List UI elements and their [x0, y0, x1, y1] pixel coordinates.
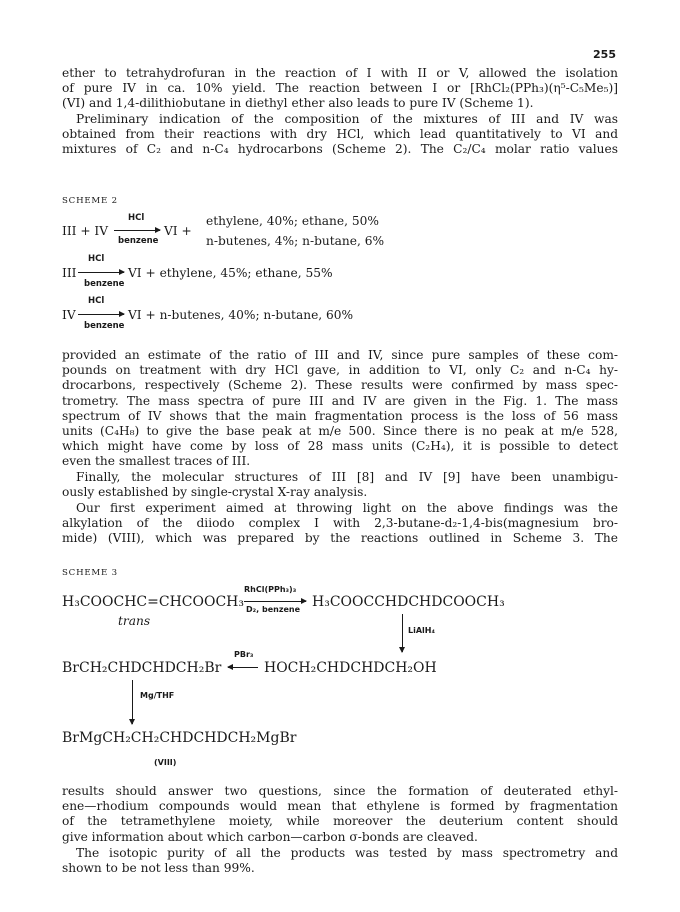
scheme2-r1-solvent: benzene	[118, 236, 159, 246]
scheme2-r3-solvent: benzene	[84, 321, 125, 331]
scheme3-reducing-agent: LiAlH₄	[408, 626, 435, 635]
text-line: obtained from their reactions with dry HCl, which lead quantitatively to VI and	[62, 127, 618, 142]
text-line: mide) (VIII), which was prepared by the reactions outlined in Scheme 3. The	[62, 531, 618, 546]
scheme-2-label: SCHEME 2	[62, 196, 118, 206]
scheme2-r1-reagent: HCl	[128, 213, 145, 223]
text-line: ether to tetrahydrofuran in the reaction of I with II or V, allowed the isolation	[62, 66, 618, 80]
scheme3-conditions: D₂, benzene	[246, 605, 301, 614]
scheme2-r1-product: VI +	[164, 224, 192, 238]
text-line: ene—rhodium compounds would mean that ethylene is formed by fragmentation	[62, 799, 618, 814]
scheme3-hydrogenated-ester: H₃COOCCHDCHDCOOCH₃	[312, 594, 505, 610]
reaction-arrow	[78, 314, 124, 315]
scheme2-r1-products-b: n-butenes, 4%; n-butane, 6%	[206, 234, 385, 248]
paragraph-4	[62, 470, 618, 500]
scheme3-dibromide: BrCH₂CHDCHDCH₂Br	[62, 660, 222, 676]
page-number: 255	[593, 48, 616, 61]
text-line: which might have come by loss of 28 mass units (C₂H₄), it is possible to detect	[62, 439, 618, 454]
scheme2-r1-reactants: III + IV	[62, 224, 109, 238]
scheme2-r3-products: VI + n-butenes, 40%; n-butane, 60%	[128, 308, 354, 322]
scheme2-r2-solvent: benzene	[84, 279, 125, 289]
scheme2-r1-products-a: ethylene, 40%; ethane, 50%	[206, 214, 379, 228]
text-line: of the tetramethylene moiety, while moreover the deuterium content should	[62, 814, 618, 829]
scheme3-grignard-conditions: Mg/THF	[140, 691, 175, 700]
text-line: provided an estimate of the ratio of III and IV, since pure samples of these com-	[62, 348, 618, 362]
reaction-arrow	[114, 230, 160, 231]
reaction-arrow	[78, 272, 124, 273]
scheme3-catalyst: RhCl(PPh₃)₃	[244, 585, 297, 594]
text-line: The isotopic purity of all the products was tested by mass spectrometry and	[76, 846, 618, 860]
reaction-arrow	[244, 601, 306, 602]
scheme2-r2-reactant: III	[62, 266, 77, 280]
paragraph-3	[62, 348, 618, 470]
reaction-arrow-down	[402, 614, 403, 652]
text-line: mixtures of C₂ and n-C₄ hydrocarbons (Scheme 2). The C₂/C₄ molar ratio values	[62, 142, 618, 157]
scheme3-starting-material: H₃COOCHC=CHCOOCH₃	[62, 594, 244, 610]
text-line: units (C₄H₈) to give the base peak at m/e 500. Since there is no peak at m/e 528,	[62, 424, 618, 439]
scheme3-diol: HOCH₂CHDCHDCH₂OH	[264, 660, 437, 676]
text-line: trometry. The mass spectra of pure III and IV are given in the Fig. 1. The mass	[62, 393, 618, 408]
paragraph-7	[62, 846, 618, 876]
text-line: give information about which carbon—carbon σ-bonds are cleaved.	[62, 829, 478, 844]
scheme2-r2-products: VI + ethylene, 45%; ethane, 55%	[128, 266, 333, 280]
text-line: ously established by single-crystal X-ray analysis.	[62, 485, 368, 500]
paragraph-1	[62, 66, 618, 112]
scheme3-trans-label: trans	[118, 614, 151, 628]
text-line: Our first experiment aimed at throwing light on the above findings was the	[76, 501, 618, 515]
scheme2-r3-reagent: HCl	[88, 296, 105, 306]
scheme3-compound-tag: (VIII)	[154, 758, 177, 767]
text-line: shown to be not less than 99%.	[62, 861, 255, 876]
text-line: Preliminary indication of the composition of the mixtures of III and IV was	[76, 112, 618, 126]
text-line: alkylation of the diiodo complex I with 2,3-butane-d₂-1,4-bis(magnesium bro-	[62, 516, 618, 531]
scheme2-r2-reagent: HCl	[88, 254, 105, 264]
scheme2-r3-reactant: IV	[62, 308, 76, 322]
text-line: (VI) and 1,4-dilithiobutane in diethyl ether also leads to pure IV (Scheme 1).	[62, 96, 534, 111]
scheme3-grignard-reagent: BrMgCH₂CH₂CHDCHDCH₂MgBr	[62, 730, 297, 746]
text-line: drocarbons, respectively (Scheme 2). These results were confirmed by mass spec-	[62, 378, 618, 393]
reaction-arrow-left	[228, 667, 258, 668]
text-line: results should answer two questions, since the formation of deuterated ethyl-	[62, 784, 618, 798]
text-line: Finally, the molecular structures of III [8] and IV [9] have been unambigu-	[76, 470, 618, 484]
scheme3-brominating-agent: PBr₃	[234, 650, 254, 659]
scheme-3-label: SCHEME 3	[62, 568, 118, 578]
text-line: of pure IV in ca. 10% yield. The reaction between I or [RhCl₂(PPh₃)(η⁵-C₅Me₅)]	[62, 81, 618, 96]
paragraph-5	[62, 501, 618, 547]
paragraph-2	[62, 112, 618, 158]
reaction-arrow-down	[132, 680, 133, 724]
text-line: even the smallest traces of III.	[62, 454, 251, 469]
paragraph-6	[62, 784, 618, 845]
text-line: spectrum of IV shows that the main fragmentation process is the loss of 56 mass	[62, 408, 618, 423]
text-line: pounds on treatment with dry HCl gave, in addition to VI, only C₂ and n-C₄ hy-	[62, 363, 618, 378]
